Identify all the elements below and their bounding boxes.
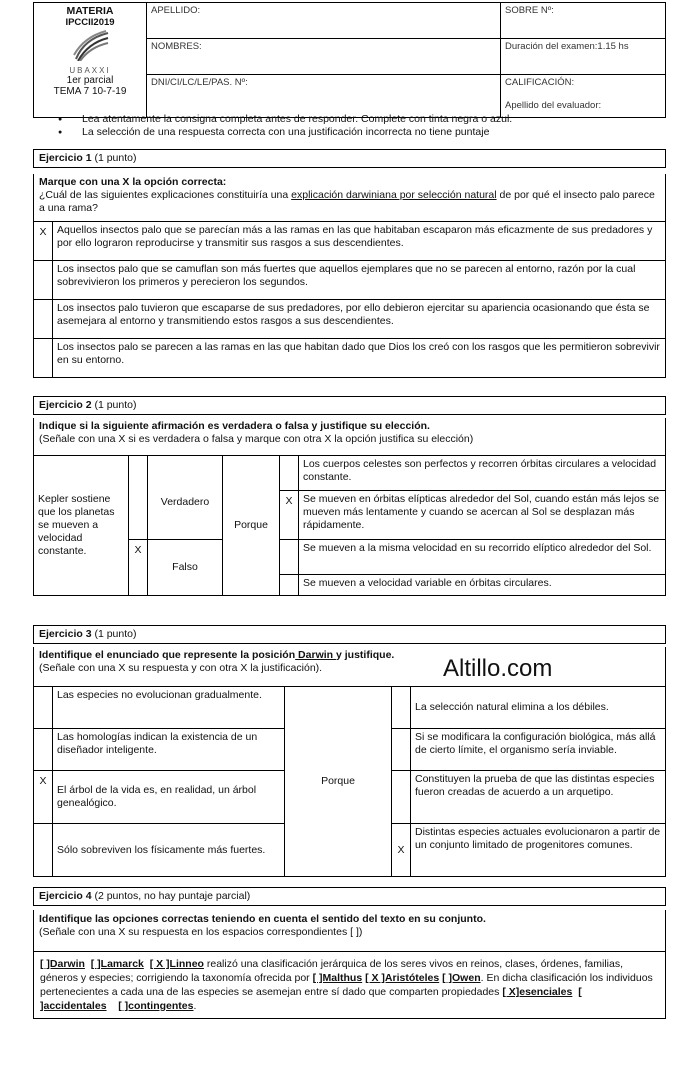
- ex3-instruction-emphasis: Darwin: [295, 649, 336, 661]
- calificacion-label: CALIFICACIÓN:: [505, 77, 575, 88]
- nombres-field[interactable]: NOMBRES:: [147, 39, 501, 75]
- ex1-option-row[interactable]: [34, 261, 666, 300]
- sobre-field[interactable]: SOBRE Nº:: [501, 3, 666, 39]
- ex1-option-text: Los insectos palo se parecen a las ramas en las que habitan dado que Dios los creó con los rasgos que les permitieron sobrevivir en su entorno.: [53, 339, 666, 378]
- ex2-instruction: Indique si la siguiente afirmación es verdadera o falsa y justifique su elección.: [39, 420, 430, 432]
- apellido-field[interactable]: APELLIDO:: [147, 3, 501, 39]
- ex3-right-mark[interactable]: [392, 687, 411, 729]
- ex2-table: [33, 455, 666, 596]
- ex4-text-1: realizó una clasificación jerárquica de los seres vivos en reinos, clases, órdenes, familias, géneros y especies; corrigiendo la taxonomía ofrecida por: [40, 958, 623, 984]
- ex4-paragraph: [33, 951, 666, 1019]
- ex1-instruction: Marque con una X la opción correcta:: [39, 176, 227, 188]
- ex4-option-accidentales[interactable]: [ ]accidentales: [40, 986, 582, 1012]
- ex4-option-owen[interactable]: [ ]Owen: [442, 972, 481, 984]
- ex3-instruction-end: y justifique.: [335, 649, 395, 661]
- ex2-because: Porque: [223, 456, 280, 596]
- ex3-right-text: Constituyen la prueba de que las distintas especies fueron creadas de acuerdo a un arquetipo.: [411, 771, 666, 824]
- ex2-statement: Kepler sostiene que los planetas se mueven a velocidad constante.: [34, 456, 129, 596]
- ex1-question: [33, 174, 666, 221]
- exam-name: 1er parcial: [66, 75, 114, 86]
- ex3-left-mark[interactable]: [34, 824, 53, 877]
- ex3-left-text: Sólo sobreviven los físicamente más fuertes.: [53, 824, 285, 877]
- ex4-option-malthus[interactable]: [ ]Malthus: [312, 972, 363, 984]
- duracion-label: Duración del examen:1.15 hs: [501, 39, 666, 75]
- ex1-option-mark[interactable]: X: [34, 222, 53, 261]
- ex4-title: [33, 887, 666, 906]
- ex2-question: [33, 418, 666, 455]
- ex2-just-text: Se mueven en órbitas elípticas alrededor del Sol, cuando están más lejos se mueven más lentamente y cuando se acercan al Sol se desplazan más rápidamente.: [299, 491, 666, 540]
- documento-field[interactable]: DNI/CI/LC/LE/PAS. Nº:: [147, 75, 501, 118]
- ex2-just-text: Se mueven a la misma velocidad en su recorrido elíptico alrededor del Sol.: [299, 540, 666, 575]
- ex1-option-text: Los insectos palo que se camuflan son más fuertes que aquellos ejemplares que no se parecen al entorno, razón por la cual sobrevivieron los primeros y perecieron los segundos.: [53, 261, 666, 300]
- ex2-points: (1 punto): [91, 399, 137, 411]
- ex4-option-darwin[interactable]: [ ]Darwin: [40, 958, 85, 970]
- tema-date: TEMA 7 10-7-19: [53, 86, 127, 97]
- ex2-false-mark[interactable]: X: [129, 540, 148, 596]
- ex2-just-text: Los cuerpos celestes son perfectos y recorren órbitas circulares a velocidad constante.: [299, 456, 666, 491]
- ex1-option-mark[interactable]: [34, 339, 53, 378]
- ex2-just-text: Se mueven a velocidad variable en órbitas circulares.: [299, 575, 666, 596]
- ex3-left-mark[interactable]: [34, 729, 53, 771]
- ex4-points: (2 puntos, no hay puntaje parcial): [91, 890, 251, 902]
- ex3-right-text: Distintas especies actuales evolucionaron a partir de un conjunto limitado de progenitores comunes.: [411, 824, 666, 877]
- ex2-true-mark[interactable]: [129, 456, 148, 540]
- ex4-option-lamarck[interactable]: [ ]Lamarck: [90, 958, 144, 970]
- ex4-instruction: Identifique las opciones correctas teniendo en cuenta el sentido del texto en su conjunto.: [39, 913, 486, 925]
- ex2-true-label: Verdadero: [148, 456, 223, 540]
- ex2-just-mark[interactable]: [280, 540, 299, 575]
- ex4-text-2: . En dicha clasificación los individuos pertenecientes a cada una de las especies se asemejan entre sí dado que comparten propiedades: [40, 972, 653, 998]
- evaluador-label: Apellido del evaluador:: [505, 100, 602, 111]
- ex3-right-mark[interactable]: [392, 729, 411, 771]
- ex1-option-text: Aquellos insectos palo que se parecían más a las ramas en las que habitaban escaparon más eficazmente de sus predadores y por ello lograron reproducirse y transmitir sus rasgos a sus descendientes.: [53, 222, 666, 261]
- ex1-options-table: [33, 221, 666, 378]
- ex1-question-emphasis: explicación darwiniana por selección natural: [291, 189, 497, 201]
- ex1-option-text: Los insectos palo tuvieron que escaparse de sus predadores, por ello debieron ejercitar su apariencia ocasionando que ésta se asemejara al entorno y transmitiendo estos rasgos a sus descendientes.: [53, 300, 666, 339]
- ex1-title: [33, 149, 666, 168]
- ex2-just-mark[interactable]: X: [280, 491, 299, 540]
- ex3-right-text: La selección natural elimina a los débiles.: [411, 687, 666, 729]
- materia-code: IPCCII2019: [65, 17, 115, 28]
- ex4-note: (Señale con una X su respuesta en los espacios correspondientes [ ]): [39, 926, 363, 938]
- ex4-title-text: Ejercicio 4: [39, 890, 92, 902]
- ex1-title-text: Ejercicio 1: [39, 152, 92, 164]
- calificacion-field[interactable]: [501, 75, 666, 118]
- ex1-question-text: ¿Cuál de las siguientes explicaciones constituiría una: [39, 189, 292, 201]
- ex3-right-mark[interactable]: [392, 771, 411, 824]
- ex3-left-text: El árbol de la vida es, en realidad, un árbol genealógico.: [53, 771, 285, 824]
- logo-cell: [34, 3, 147, 118]
- instruction-item: ● Lea atentamente la consigna completa antes de responder. Complete con tinta negra o azul.: [58, 113, 678, 126]
- ex1-option-mark[interactable]: [34, 300, 53, 339]
- ex1-option-row[interactable]: [34, 222, 666, 261]
- ex2-title-text: Ejercicio 2: [39, 399, 92, 411]
- ex3-instruction: Identifique el enunciado que represente la posición: [39, 649, 296, 661]
- ex3-left-mark[interactable]: X: [34, 771, 53, 824]
- ex2-note: (Señale con una X si es verdadera o falsa y marque con otra X la opción justifica su elección): [39, 433, 474, 445]
- exam-header: [33, 2, 666, 118]
- ex2-title: [33, 396, 666, 415]
- ex3-left-text: Las homologías indican la existencia de un diseñador inteligente.: [53, 729, 285, 771]
- ex1-option-row[interactable]: [34, 339, 666, 378]
- ex3-points: (1 punto): [91, 628, 137, 640]
- ex1-question-end: de por qué el insecto palo parece a una rama?: [39, 189, 655, 214]
- ex4-option-aristoteles[interactable]: [ X ]Aristóteles: [365, 972, 440, 984]
- ex1-points: (1 punto): [91, 152, 137, 164]
- ex1-option-mark[interactable]: [34, 261, 53, 300]
- ex4-text-3: .: [193, 1000, 197, 1012]
- ex2-false-label: Falso: [148, 540, 223, 596]
- ex3-table: [33, 686, 666, 877]
- ex3-right-text: Si se modificara la configuración biológica, más allá de cierto límite, el organismo sería inviable.: [411, 729, 666, 771]
- ex3-question: [33, 647, 666, 686]
- ex4-question: [33, 910, 666, 951]
- ex2-just-mark[interactable]: [280, 456, 299, 491]
- ex3-note: (Señale con una X su respuesta y con otra X la justificación).: [39, 662, 323, 674]
- ex3-left-text: Las especies no evolucionan gradualmente.: [53, 687, 285, 729]
- ex3-right-mark[interactable]: X: [392, 824, 411, 877]
- ex1-option-row[interactable]: [34, 300, 666, 339]
- watermark: Altillo.com: [443, 655, 553, 682]
- ubaxxi-logo-icon: [70, 29, 110, 61]
- ex3-title-text: Ejercicio 3: [39, 628, 92, 640]
- ex4-option-esenciales[interactable]: [ X]esenciales: [502, 986, 573, 998]
- ex3-title: [33, 625, 666, 644]
- materia-label: MATERIA: [66, 5, 114, 17]
- instructions-list: [58, 113, 678, 139]
- ex4-option-linneo[interactable]: [ X ]Linneo: [149, 958, 204, 970]
- ex3-left-mark[interactable]: [34, 687, 53, 729]
- ex4-option-contingentes[interactable]: [ ]contingentes: [118, 1000, 194, 1012]
- university-name: UBAXXI: [69, 66, 111, 75]
- instruction-item: ● La selección de una respuesta correcta con una justificación incorrecta no tiene puntaje: [58, 126, 678, 139]
- ex2-just-mark[interactable]: [280, 575, 299, 596]
- ex3-because: Porque: [285, 687, 392, 877]
